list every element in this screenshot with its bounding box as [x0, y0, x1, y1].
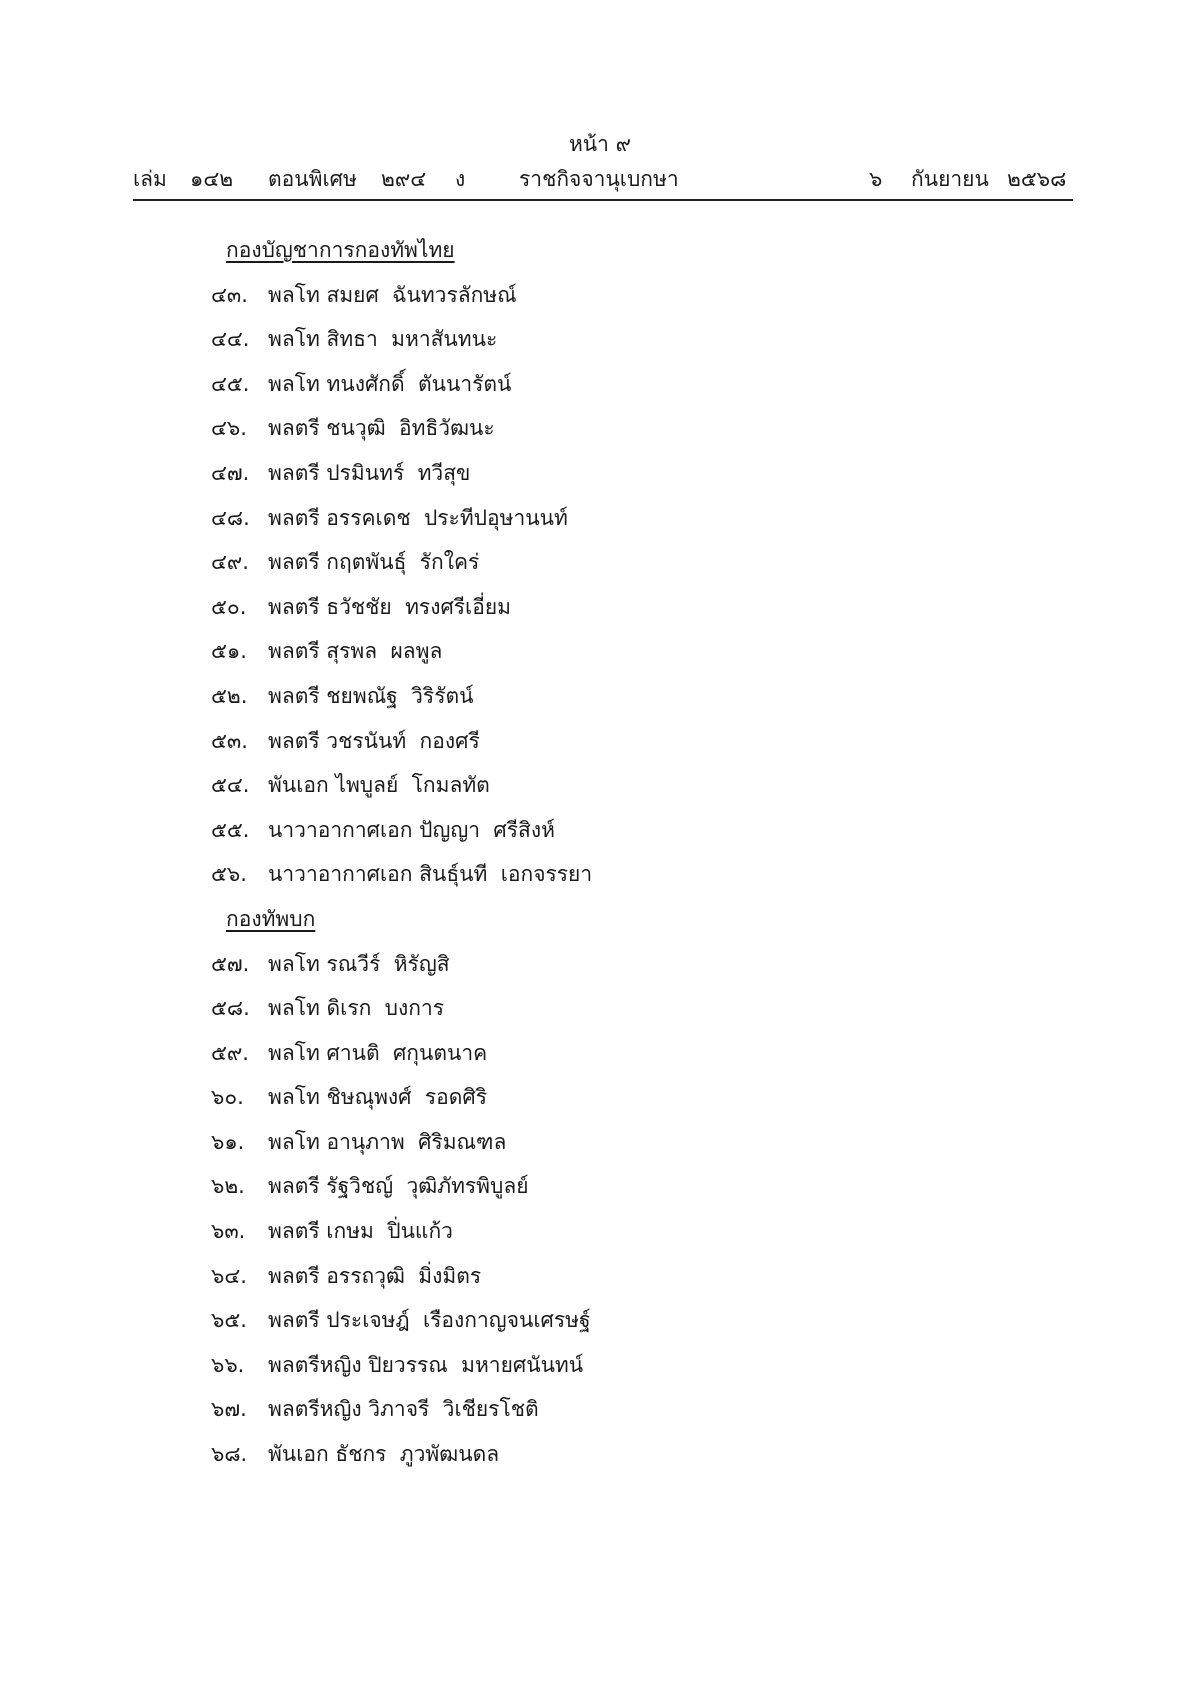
person-name: นาวาอากาศเอก ปัญญา ศรีสิงห์: [268, 817, 555, 842]
item-number: ๖๑.: [211, 1129, 245, 1154]
list-item: [0, 317, 1200, 362]
person-name: พลตรี ชนวุฒิ อิทธิวัฒนะ: [268, 416, 495, 441]
list-item: [0, 1120, 1200, 1165]
list-item: [0, 540, 1200, 585]
item-number: ๖๘.: [211, 1442, 248, 1467]
person-name: พลโท ศานติ ศกุนตนาค: [268, 1040, 488, 1065]
item-number: ๕๖.: [211, 862, 247, 887]
list-item: [0, 719, 1200, 764]
item-number: ๖๐.: [211, 1085, 244, 1110]
person-name: พลตรี ธวัชชัย ทรงศรีเอี่ยม: [268, 594, 511, 619]
person-name: พลตรี ปรมินทร์ ทวีสุข: [268, 460, 471, 485]
item-number: ๖๓.: [211, 1219, 246, 1244]
list-item: [0, 674, 1200, 719]
list-item: [0, 1031, 1200, 1076]
section-heading: กองบัญชาการกองทัพไทย: [226, 238, 455, 262]
page-number: หน้า ๙: [568, 132, 632, 156]
person-name: พลตรี ประเจษฎ์ เรืองกาญจนเศรษฐ์: [268, 1308, 591, 1333]
item-number: ๔๘.: [211, 505, 250, 530]
list-item: [0, 362, 1200, 407]
volume-number: ๑๔๒: [190, 167, 234, 191]
person-name: พลโท รณวีร์ หิรัญสิ: [268, 951, 450, 976]
person-name: พลโท ทนงศักดิ์ ตันนารัตน์: [268, 371, 512, 396]
person-name: นาวาอากาศเอก สินธุ์นที เอกจรรยา: [268, 862, 593, 887]
issue-number: ๒๙๔: [381, 167, 427, 191]
list-item: [0, 1432, 1200, 1477]
person-name: พลโท สิทธา มหาสันทนะ: [268, 327, 498, 352]
item-number: ๖๕.: [211, 1308, 247, 1333]
list-item: [0, 763, 1200, 808]
list-item: [0, 1343, 1200, 1388]
item-number: ๕๙.: [211, 1040, 249, 1065]
person-name: พลโท ชิษณุพงศ์ รอดศิริ: [268, 1085, 488, 1110]
list-item: [0, 1075, 1200, 1120]
item-number: ๕๗.: [211, 951, 250, 976]
section: [0, 897, 1200, 1477]
item-number: ๕๔.: [211, 773, 250, 798]
list-item: [0, 273, 1200, 318]
date-year: ๒๕๖๘: [1007, 167, 1067, 191]
person-name: พลตรีหญิง วิภาจรี วิเชียรโชติ: [268, 1397, 539, 1422]
item-number: ๔๔.: [211, 327, 250, 352]
item-number: ๔๗.: [211, 460, 250, 485]
item-number: ๖๒.: [211, 1174, 245, 1199]
list-item: [0, 986, 1200, 1031]
gazette-title: ราชกิจจานุเบกษา: [519, 167, 679, 191]
person-name: พลตรี อรรถวุฒิ มิ่งมิตร: [268, 1263, 482, 1288]
list-item: [0, 585, 1200, 630]
item-number: ๕๑.: [211, 639, 247, 664]
item-number: ๔๖.: [211, 416, 247, 441]
item-number: ๖๖.: [211, 1352, 245, 1377]
item-number: ๖๗.: [211, 1397, 247, 1422]
list-item: [0, 629, 1200, 674]
gazette-header: [133, 163, 1073, 199]
item-number: ๕๒.: [211, 683, 248, 708]
person-name: พลโท อานุภาพ ศิริมณฑล: [268, 1129, 507, 1154]
list-item: [0, 1387, 1200, 1432]
issue-letter: ง: [455, 167, 466, 191]
list-item: [0, 852, 1200, 897]
list-item: [0, 496, 1200, 541]
person-name: พันเอก ไพบูลย์ โกมลทัต: [268, 773, 490, 798]
item-number: ๔๕.: [211, 371, 250, 396]
list-item: [0, 808, 1200, 853]
person-name: พลตรี เกษม ปิ่นแก้ว: [268, 1219, 453, 1244]
person-name: พลโท ดิเรก บงการ: [268, 996, 445, 1021]
list-item: [0, 1164, 1200, 1209]
item-number: ๔๓.: [211, 282, 248, 307]
person-name: พันเอก ธัชกร ภูวพัฒนดล: [268, 1442, 500, 1467]
person-name: พลตรี วชรนันท์ กองศรี: [268, 728, 480, 753]
item-number: ๕๐.: [211, 594, 247, 619]
person-name: พลตรี ชยพณัฐ วิริรัตน์: [268, 683, 474, 708]
item-number: ๕๕.: [211, 817, 250, 842]
document-body: [0, 228, 1200, 1477]
section: [0, 228, 1200, 897]
list-item: [0, 406, 1200, 451]
list-item: [0, 1254, 1200, 1299]
person-name: พลตรีหญิง ปิยวรรณ มหายศนันทน์: [268, 1352, 584, 1377]
list-item: [0, 451, 1200, 496]
person-name: พลตรี อรรคเดช ประทีปอุษานนท์: [268, 505, 568, 530]
header-divider: [133, 199, 1073, 201]
list-item: [0, 942, 1200, 987]
person-name: พลตรี รัฐวิชญ์ วุฒิภัทรพิบูลย์: [268, 1174, 529, 1199]
date-month: กันยายน: [911, 167, 989, 191]
volume-label: เล่ม: [133, 167, 167, 191]
item-number: ๖๔.: [211, 1263, 247, 1288]
list-item: [0, 1298, 1200, 1343]
date-day: ๖: [869, 167, 883, 191]
item-number: ๕๘.: [211, 996, 250, 1021]
person-name: พลโท สมยศ ฉันทวรลักษณ์: [268, 282, 517, 307]
issue-label: ตอนพิเศษ: [268, 167, 357, 191]
list-item: [0, 1209, 1200, 1254]
item-number: ๔๙.: [211, 550, 249, 575]
section-heading: กองทัพบก: [226, 906, 316, 931]
person-name: พลตรี สุรพล ผลพูล: [268, 639, 443, 664]
person-name: พลตรี กฤตพันธุ์ รักใคร่: [268, 550, 480, 575]
item-number: ๕๓.: [211, 728, 248, 753]
